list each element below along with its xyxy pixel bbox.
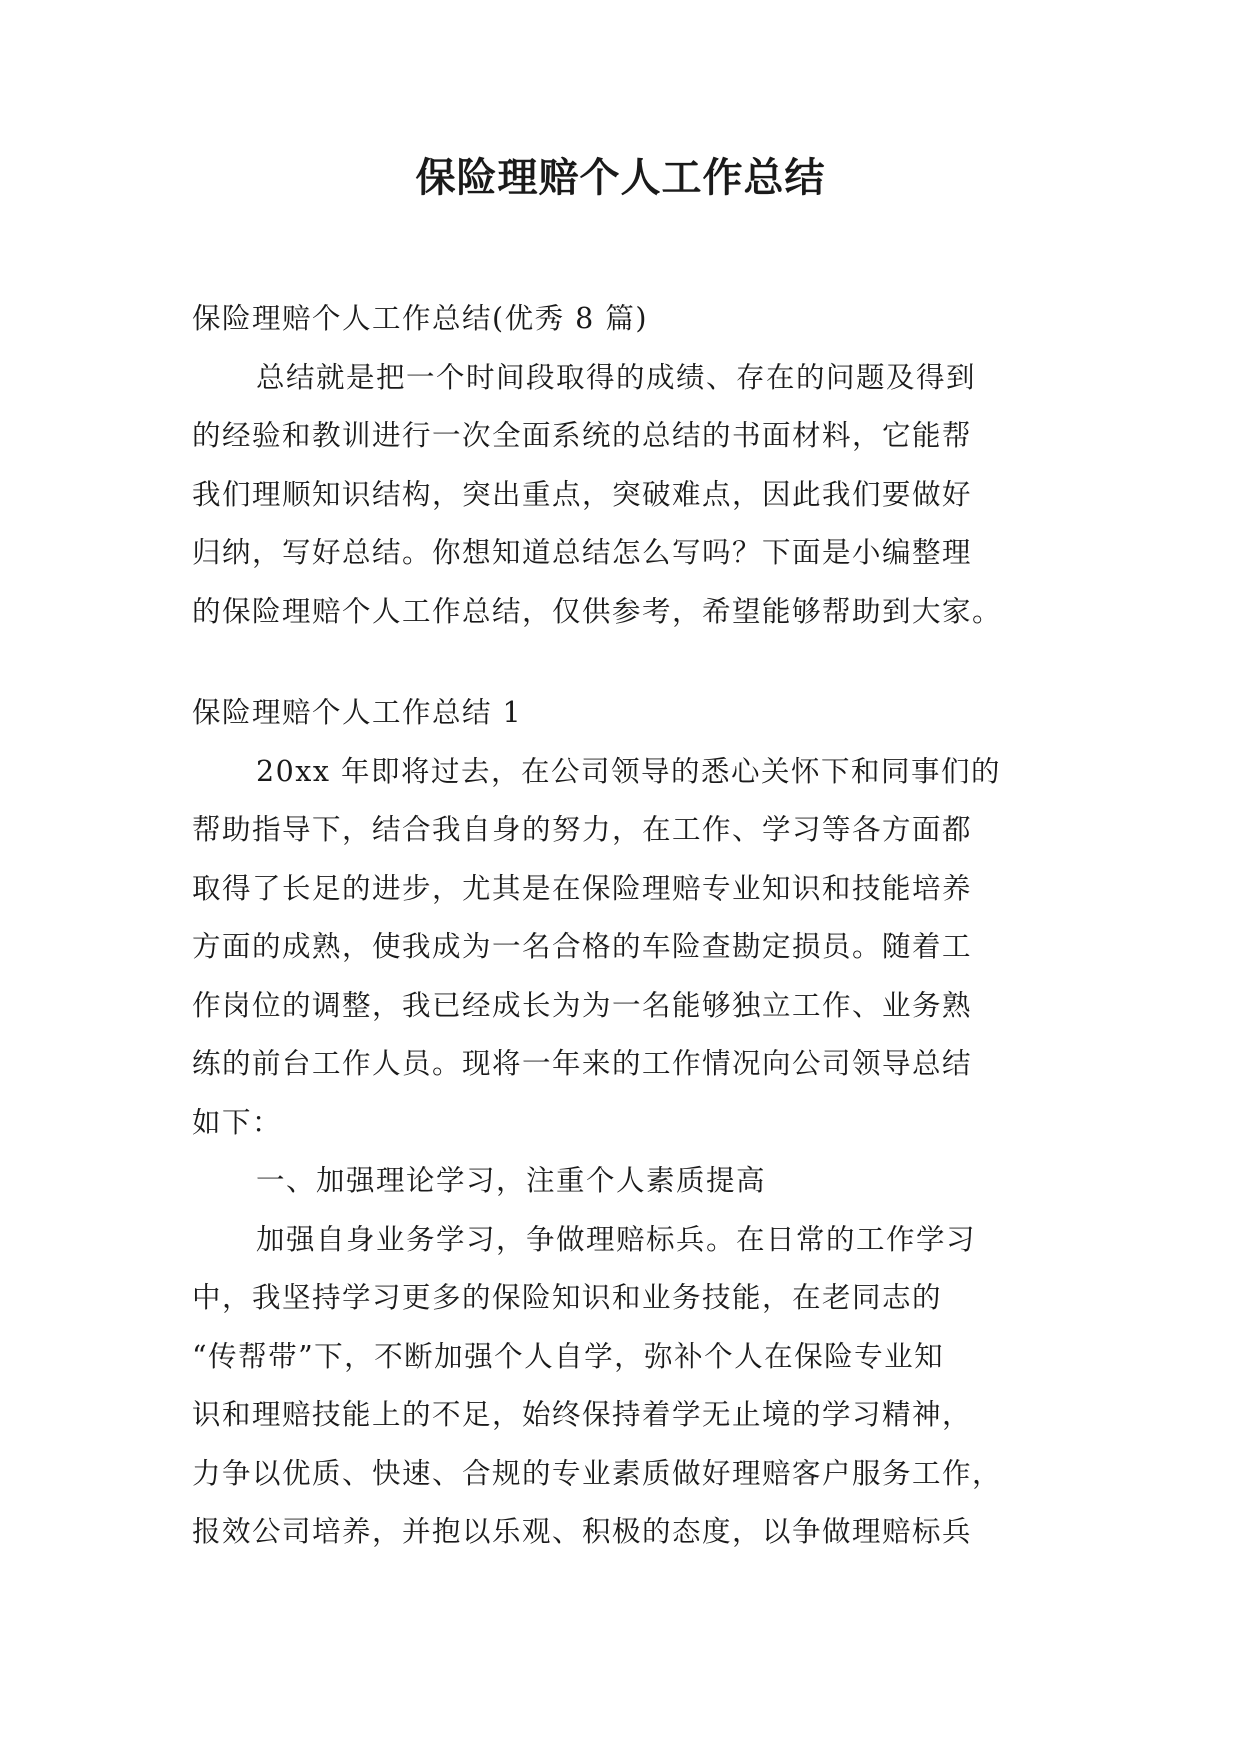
paragraph-line: 归纳，写好总结。你想知道总结怎么写吗？下面是小编整理 — [192, 536, 973, 569]
document-title: 保险理赔个人工作总结 — [415, 154, 826, 201]
paragraph-line: 帮助指导下，结合我自身的努力，在工作、学习等各方面都 — [192, 813, 973, 846]
paragraph-line: 力争以优质、快速、合规的专业素质做好理赔客户服务工作， — [192, 1456, 1003, 1490]
document-subtitle: 保险理赔个人工作总结(优秀 8 篇) — [192, 302, 648, 335]
paragraph-line: 方面的成熟，使我成为一名合格的车险查勘定损员。随着工 — [192, 930, 973, 963]
paragraph-line: 报效公司培养，并抱以乐观、积极的态度，以争做理赔标兵 — [192, 1515, 973, 1548]
body-paragraph-1 — [192, 743, 1052, 1153]
paragraph-line: “传帮带”下，不断加强个人自学，弥补个人在保险专业知 — [192, 1339, 945, 1373]
paragraph-line: 如下： — [192, 1105, 283, 1139]
body-paragraph-2 — [192, 1211, 1052, 1562]
paragraph-line: 练的前台工作人员。现将一年来的工作情况向公司领导总结 — [192, 1047, 973, 1080]
paragraph-line: 总结就是把一个时间段取得的成绩、存在的问题及得到 — [256, 360, 977, 394]
paragraph-line: 加强自身业务学习，争做理赔标兵。在日常的工作学习 — [256, 1222, 977, 1256]
paragraph-line: 中，我坚持学习更多的保险知识和业务技能，在老同志的 — [192, 1281, 943, 1314]
paragraph-line: 取得了长足的进步，尤其是在保险理赔专业知识和技能培养 — [192, 871, 973, 905]
document-body — [192, 290, 1052, 1562]
paragraph-line: 作岗位的调整，我已经成长为为一名能够独立工作、业务熟 — [192, 988, 973, 1022]
paragraph-line: 我们理顺知识结构，突出重点，突破难点，因此我们要做好 — [192, 477, 973, 511]
paragraph-line: 识和理赔技能上的不足，始终保持着学无止境的学习精神， — [192, 1398, 973, 1431]
paragraph-line: 的保险理赔个人工作总结，仅供参考，希望能够帮助到大家。 — [192, 594, 1003, 628]
paragraph-spacer — [192, 641, 1052, 684]
subheading: 一、加强理论学习，注重个人素质提高 — [256, 1164, 767, 1197]
paragraph-line: 的经验和教训进行一次全面系统的总结的书面材料，它能帮 — [192, 419, 973, 452]
paragraph-line: 20xx 年即将过去，在公司领导的悉心关怀下和同事们的 — [256, 754, 1001, 788]
section-heading: 保险理赔个人工作总结 1 — [192, 696, 523, 729]
intro-paragraph — [192, 349, 1052, 642]
